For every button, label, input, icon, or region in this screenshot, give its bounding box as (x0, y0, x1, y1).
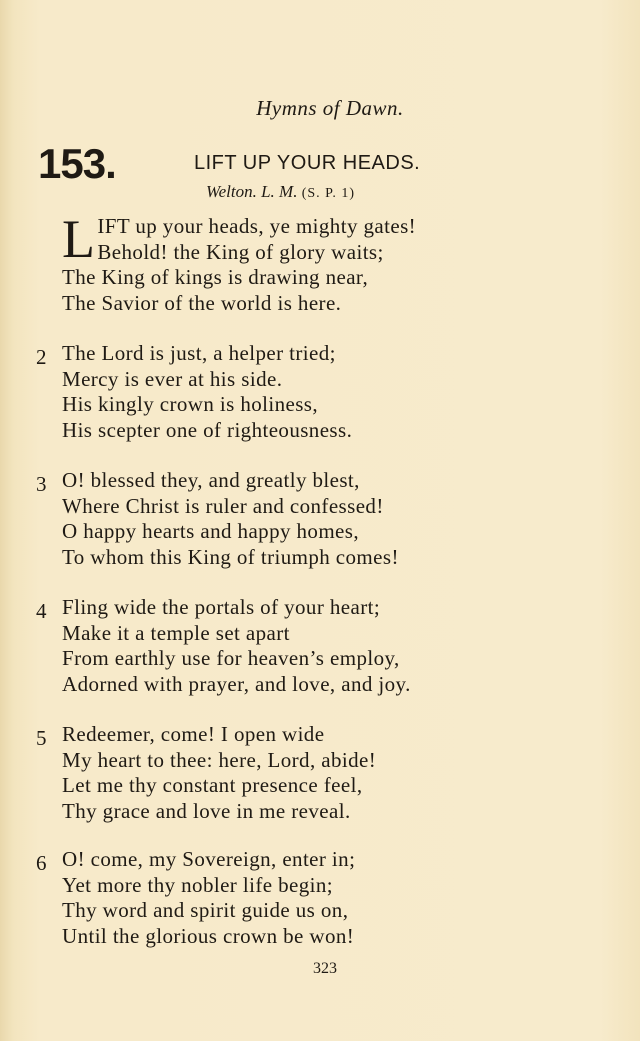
stanza-line: O! blessed they, and greatly blest, (62, 468, 360, 492)
stanza-line: Behold! the King of glory waits; (97, 239, 384, 264)
hymn-title: LIFT UP YOUR HEADS. (194, 152, 421, 174)
tune-reference: (S. P. 1) (301, 186, 356, 201)
stanza-number: 4 (36, 599, 47, 623)
stanza-line: O happy hearts and happy homes, (62, 519, 359, 543)
stanza-5 (36, 722, 377, 824)
drop-cap: L (62, 209, 96, 269)
stanza-line: From earthly use for heaven’s employ, (62, 646, 400, 670)
stanza-line: Make it a temple set apart (62, 620, 290, 645)
stanza-line: Thy grace and love in me reveal. (62, 798, 351, 823)
stanza-line: O! come, my Sovereign, enter in; (62, 847, 356, 871)
stanza-number: 2 (36, 345, 47, 369)
stanza-line: Let me thy constant presence feel, (62, 773, 363, 797)
stanza-number: 6 (36, 851, 47, 875)
tune-name: Welton. L. M. (206, 182, 298, 201)
stanza-line: The Lord is just, a helper tried; (62, 341, 336, 365)
running-head: Hymns of Dawn. (256, 96, 404, 120)
stanza-line: Where Christ is ruler and confessed! (62, 493, 384, 518)
stanza-line: His kingly crown is holiness, (62, 392, 319, 416)
stanza-number: 3 (36, 472, 47, 496)
page-number: 323 (313, 960, 337, 977)
stanza-2 (36, 341, 353, 443)
stanza-line: The Savior of the world is here. (62, 290, 342, 315)
stanza-line: The King of kings is drawing near, (62, 265, 369, 289)
stanza-line: Adorned with prayer, and love, and joy. (62, 671, 411, 696)
stanza-number: 5 (36, 726, 47, 750)
stanza-3 (36, 468, 399, 570)
stanza-6 (36, 847, 356, 949)
stanza-line: My heart to thee: here, Lord, abide! (62, 747, 377, 772)
stanza-line: Fling wide the portals of your heart; (62, 595, 381, 619)
stanza-line: IFT up your heads, ye mighty gates! (97, 214, 417, 238)
stanza-line: Redeemer, come! I open wide (62, 722, 325, 746)
stanza-1 (62, 209, 417, 316)
stanza-line: Yet more thy nobler life begin; (62, 872, 333, 897)
stanza-line: His scepter one of righteousness. (62, 417, 353, 442)
stanza-line: Thy word and spirit guide us on, (62, 898, 349, 922)
hymn-number: 153. (38, 140, 116, 187)
stanza-4 (36, 595, 411, 697)
stanza-line: To whom this King of triumph comes! (62, 544, 399, 569)
tune-line (206, 182, 355, 202)
stanza-line: Mercy is ever at his side. (62, 366, 283, 391)
stanza-line: Until the glorious crown be won! (62, 923, 355, 948)
